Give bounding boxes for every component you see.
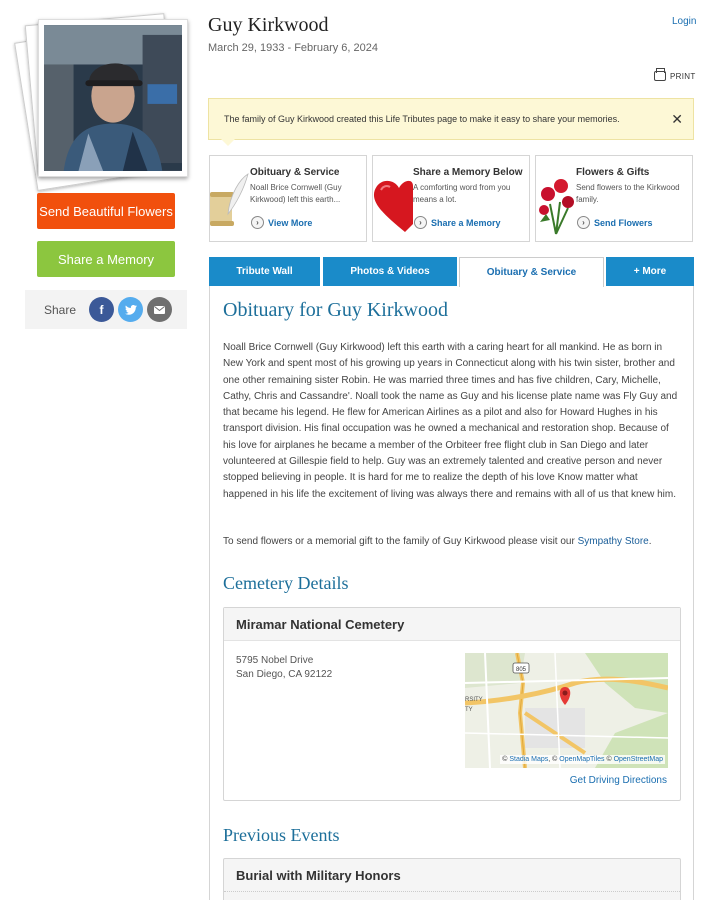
info-banner: [208, 98, 694, 140]
email-icon[interactable]: [147, 297, 172, 322]
chevron-right-icon: ›: [251, 216, 264, 229]
tab-obituary-service[interactable]: Obituary & Service: [459, 257, 604, 287]
card-description: Send flowers to the Kirkwood family.: [576, 183, 680, 204]
stadia-link[interactable]: Stadia Maps: [509, 756, 549, 763]
share-memory-button[interactable]: Share a Memory: [37, 241, 175, 277]
send-flowers-button[interactable]: Send Beautiful Flowers: [37, 193, 175, 229]
sympathy-note: [223, 536, 683, 547]
print-label: PRINT: [670, 71, 696, 81]
event-title: Burial with Military Honors: [224, 859, 680, 892]
openstreetmap-link[interactable]: OpenStreetMap: [613, 756, 663, 763]
map-highway-label: 805: [515, 667, 527, 673]
credit-sep: ©: [604, 756, 614, 763]
chevron-right-icon: ›: [577, 216, 590, 229]
tab-content: [209, 286, 694, 900]
previous-events-heading: Previous Events: [223, 825, 340, 845]
share-label: Share: [44, 302, 77, 317]
send-flowers-link[interactable]: [577, 216, 653, 229]
card-link-label: View More: [268, 217, 313, 228]
address-line-2: San Diego, CA 92122: [236, 669, 333, 680]
facebook-icon[interactable]: f: [89, 297, 114, 322]
twitter-icon[interactable]: [118, 297, 143, 322]
view-more-link[interactable]: [251, 216, 312, 229]
obituary-heading: Obituary for Guy Kirkwood: [223, 299, 448, 321]
event-box: [223, 858, 681, 900]
banner-text: The family of Guy Kirkwood created this Life Tributes page to make it easy to share your memories.: [224, 114, 620, 124]
credit-prefix: ©: [502, 756, 510, 763]
chevron-right-icon: ›: [414, 216, 427, 229]
cemetery-name: Miramar National Cemetery: [224, 608, 680, 641]
deceased-name: Guy Kirkwood: [208, 14, 329, 36]
map-attribution: [500, 755, 665, 764]
sympathy-store-link[interactable]: Sympathy Store: [577, 536, 649, 547]
tab-bar: [209, 257, 694, 286]
tab-tribute-wall[interactable]: Tribute Wall: [209, 257, 320, 286]
left-sidebar: [25, 17, 187, 317]
card-title: Share a Memory Below: [413, 167, 523, 178]
flowers-gifts-card[interactable]: [535, 155, 693, 242]
map-label: RSITY: [465, 697, 483, 703]
obituary-service-card[interactable]: [209, 155, 367, 242]
openmaptiles-link[interactable]: OpenMapTiles: [559, 756, 605, 763]
share-memory-card[interactable]: [372, 155, 530, 242]
life-dates: March 29, 1933 - February 6, 2024: [208, 42, 378, 54]
share-row: [25, 290, 187, 329]
card-link-label: Send Flowers: [594, 217, 653, 228]
card-description: Noall Brice Cornwell (Guy Kirkwood) left this earth...: [250, 183, 342, 204]
print-button[interactable]: [654, 71, 696, 81]
card-title: Obituary & Service: [250, 167, 340, 178]
card-link-label: Share a Memory: [431, 217, 501, 228]
card-title: Flowers & Gifts: [576, 167, 650, 178]
tab-more[interactable]: + More: [606, 257, 694, 286]
obituary-body: Noall Brice Cornwell (Guy Kirkwood) left this earth with a caring heart for all mankind. He as born in New York and spent most of his growing up years in Connecticut along with his twin sister, brother and one other remaining sister Robin. He was married three times and has five children, Cary, Michelle, Cathy, Chris and Cassandre'. Noall took the name as Guy and his license plate name was Fly Guy and that became his legend. He flew for American Airlines as a pilot and also for Howard Hughes in his transport division. His final occupation was he owned a mechanical and restoration shop. Because of his love for airplanes he became a member of the Orbiteer free flight club in San Diego and later volunteered at Gillespie field to help. Guy was an extremely talented and creative person and never stopped believing in people. It is hard for me to realize the depth of his love Know matter what happened in his life the excitement of living was always there and remains with all of us that knew him.: [223, 342, 678, 500]
heart-icon: [373, 164, 413, 239]
map-label: TY: [465, 707, 473, 713]
address-line-1: 5795 Nobel Drive: [236, 655, 314, 666]
credit-sep: , ©: [548, 756, 560, 763]
printer-icon: [654, 71, 666, 81]
close-icon[interactable]: ✕: [671, 111, 683, 127]
cemetery-box: [223, 607, 681, 801]
driving-directions-link[interactable]: Get Driving Directions: [569, 775, 667, 786]
quill-scroll-icon: [210, 164, 250, 239]
sympathy-suffix: .: [648, 536, 652, 547]
portrait-photo[interactable]: [38, 19, 188, 177]
sympathy-prefix: To send flowers or a memorial gift to the family of Guy Kirkwood please visit our: [223, 536, 578, 547]
cemetery-address: [236, 654, 332, 682]
photo-stack: [25, 17, 187, 182]
banner-pointer: [221, 139, 235, 146]
cemetery-heading: Cemetery Details: [223, 573, 349, 593]
tab-photos-videos[interactable]: Photos & Videos: [323, 257, 457, 286]
login-link[interactable]: Login: [672, 16, 697, 27]
portrait-image: [44, 25, 182, 171]
card-description: A comforting word from you means a lot.: [413, 183, 511, 204]
cemetery-map[interactable]: [465, 653, 668, 768]
share-memory-link[interactable]: [414, 216, 501, 229]
roses-icon: [536, 164, 576, 239]
